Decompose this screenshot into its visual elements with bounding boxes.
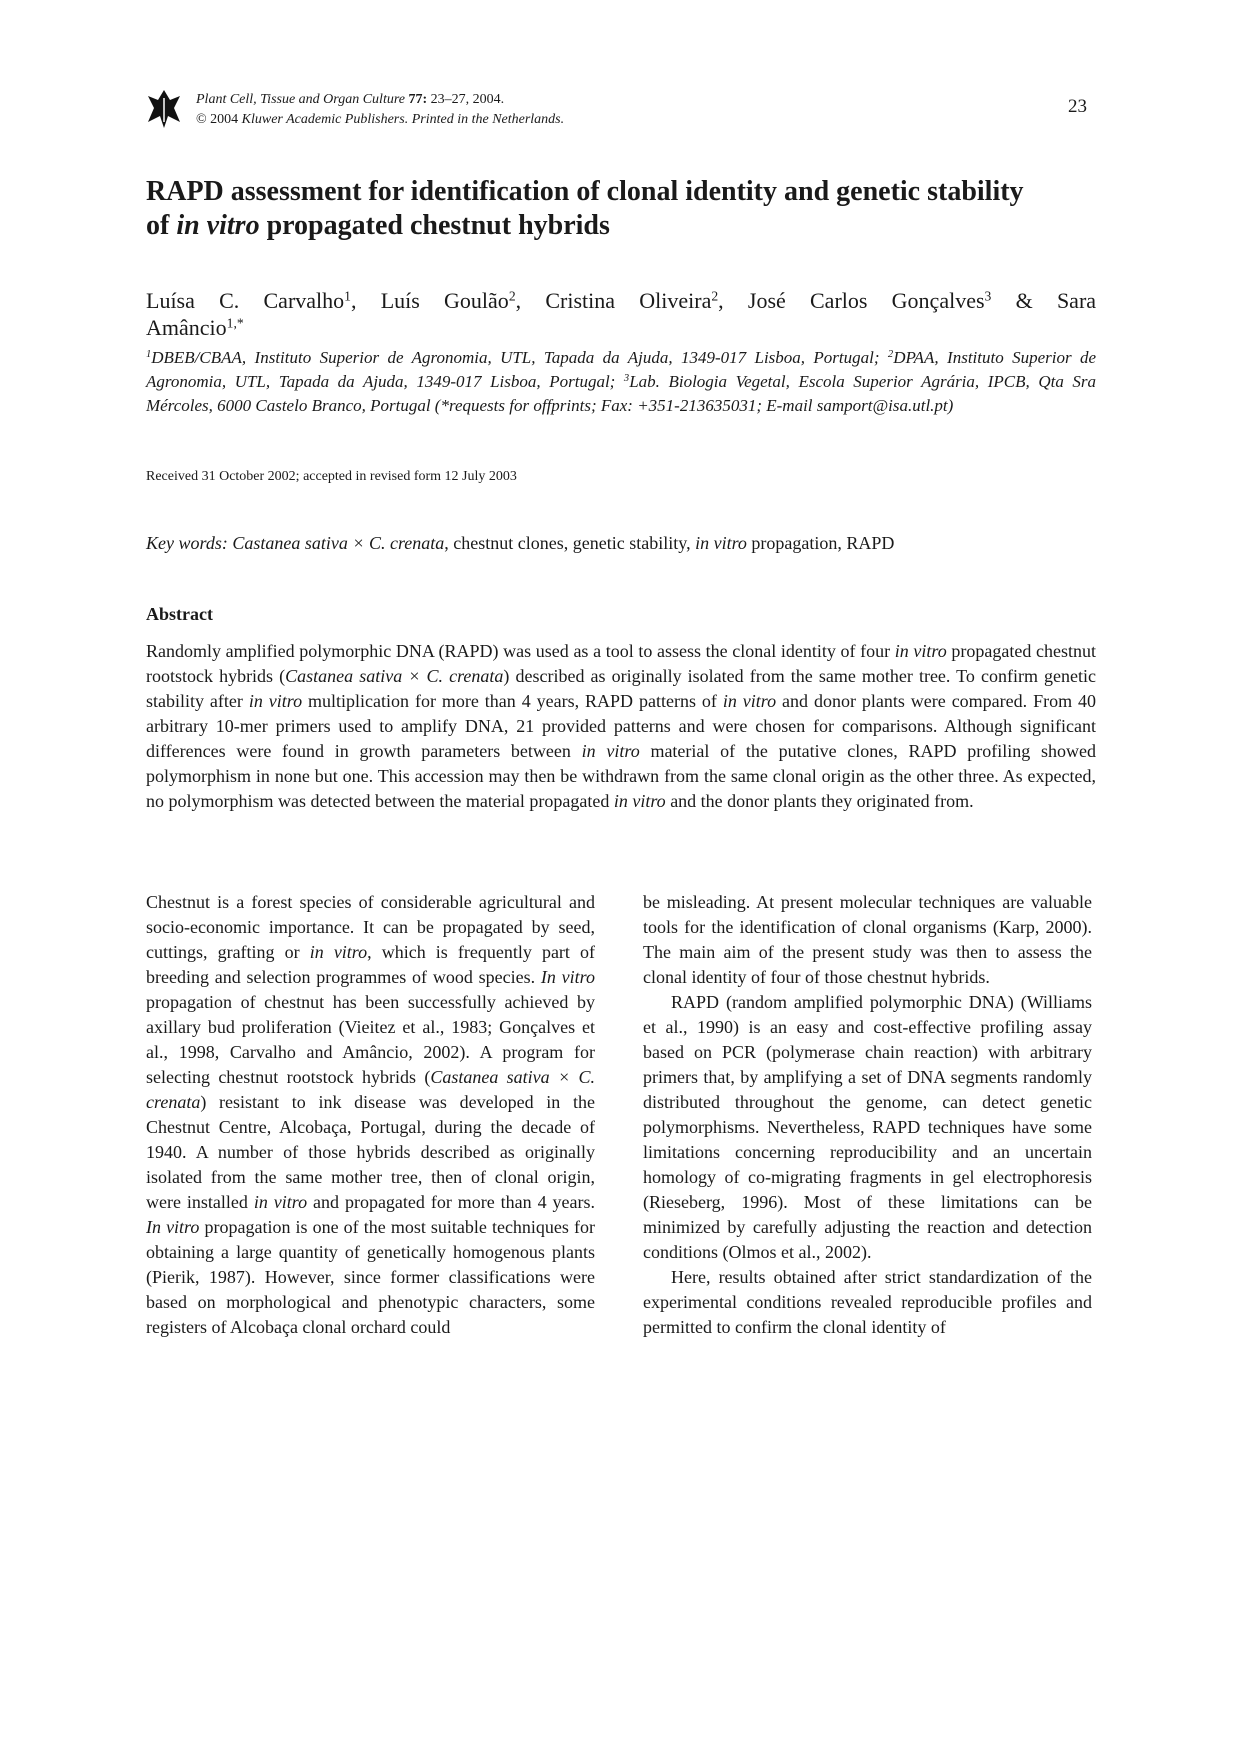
author-sup: 1,* <box>226 315 244 331</box>
author-first-name-last: Sara <box>1056 288 1097 313</box>
author-sup: 2 <box>711 288 719 304</box>
abstract-text: Randomly amplified polymorphic DNA (RAPD) was used as a tool to assess the clonal identity of four <box>146 641 891 661</box>
body-italic: Castanea sativa × C. crenata <box>146 1067 595 1112</box>
body-text: propagation of chestnut has been successfully achieved by axillary bud proliferation (Vieitez et al., 1983; Gonçalves et al., 1998, Carvalho and Amâncio, 2002). A program for selecting chestnut rootstock hybrids ( <box>146 992 595 1087</box>
abstract-text: ) described as originally isolated from the same mother tree. To confirm genetic stability after <box>146 666 1097 711</box>
journal-citation <box>196 90 564 130</box>
printed-in: Printed in the Netherlands. <box>411 112 565 127</box>
affiliation-1: DBEB/CBAA, Instituto Superior de Agronomia, UTL, Tapada da Ajuda, 1349-017 Lisboa, Portugal; <box>151 348 880 367</box>
abstract-italic: in vitro <box>722 691 777 711</box>
paragraph <box>146 890 595 1340</box>
body-italic: In vitro <box>146 1217 200 1237</box>
copyright-line <box>196 110 564 130</box>
abstract-text: and the donor plants they originated from. <box>670 791 974 811</box>
affiliation-3: Lab. Biologia Vegetal, Escola Superior Agrária, IPCB, Qta Sra Mércoles, 6000 Castelo Branco, Portugal (*requests for offprints; Fax: +351-213635031; E-mail samport@isa.utl.pt) <box>146 372 1097 415</box>
body-text: , which is frequently part of breeding and selection programmes of wood species. <box>146 942 595 987</box>
paragraph: Here, results obtained after strict standardization of the experimental conditions revealed reproducible profiles and permitted to confirm the clonal identity of <box>643 1267 1092 1337</box>
abstract-italic: Castanea sativa × C. crenata <box>285 666 504 686</box>
abstract-text: and donor plants were compared. From 40 arbitrary 10-mer primers used to amplify DNA, 21 provided patterns and were chosen for comparisons. Although significant differences were found in growth parameters between <box>146 691 1097 761</box>
title-line-2-post: propagated chestnut hybrids <box>266 210 610 241</box>
affil-sup: 3 <box>623 373 630 385</box>
abstract-italic: in vitro <box>248 691 303 711</box>
abstract-italic: in vitro <box>613 791 666 811</box>
publisher: Kluwer Academic Publishers. <box>241 112 409 127</box>
abstract-text: material of the putative clones, RAPD profiling showed polymorphism in none but one. This accession may then be withdrawn from the same clonal origin as the other three. As expected, no polymorphism was detected between the material propagated <box>146 741 1096 811</box>
title-line-1: RAPD assessment for identification of clonal identity and genetic stability <box>146 176 1024 207</box>
affil-sup: 1 <box>146 349 152 361</box>
author-conjunction: & <box>1015 288 1033 313</box>
author-name: José Carlos Gonçalves <box>747 288 985 313</box>
author-list-continued <box>146 315 244 341</box>
body-text: Chestnut is a forest species of considerable agricultural and socio-economic importance. It can be propagated by seed, cuttings, grafting or <box>146 892 595 962</box>
body-italic: in vitro <box>309 942 368 962</box>
body-text: and propagated for more than 4 years. <box>313 1192 595 1212</box>
paper-title <box>146 175 1096 243</box>
author-sup: 3 <box>984 288 992 304</box>
affiliations <box>146 346 1096 418</box>
abstract-text: multiplication for more than 4 years, RAPD patterns of <box>308 691 717 711</box>
keywords-species: Castanea sativa × C. crenata <box>232 533 445 553</box>
journal-name: Plant Cell, Tissue and Organ Culture <box>196 92 405 107</box>
author-name: Luís Goulão <box>380 288 509 313</box>
page-number: 23 <box>1068 96 1087 117</box>
author-name: Cristina Oliveira <box>545 288 712 313</box>
abstract-italic: in vitro <box>581 741 640 761</box>
body-text: propagation is one of the most suitable techniques for obtaining a large quantity of genetically homogenous plants (Pierik, 1987). However, since former classifications were based on morphological and phenotypic characters, some registers of Alcobaça clonal orchard could <box>146 1217 595 1337</box>
publisher-logo-icon <box>146 88 182 130</box>
affil-sup: 2 <box>887 349 894 361</box>
body-column-right <box>643 890 1092 1340</box>
journal-line <box>196 90 564 110</box>
copyright-symbol: © <box>196 112 207 127</box>
body-italic: In vitro <box>540 967 596 987</box>
title-line-2-pre: of <box>146 210 170 241</box>
keywords <box>146 533 1096 554</box>
body-text: ) resistant to ink disease was developed in the Chestnut Centre, Alcobaça, Portugal, during the decade of 1940. A number of those hybrids described as originally isolated from the same mother tree, then of clonal origin, were installed <box>146 1092 595 1212</box>
body-column-left <box>146 890 595 1340</box>
abstract-italic: in vitro <box>894 641 947 661</box>
journal-volume: 77: <box>408 92 428 107</box>
abstract-text: propagated chestnut rootstock hybrids ( <box>146 641 1096 686</box>
paragraph: RAPD (random amplified polymorphic DNA) (Williams et al., 1990) is an easy and cost-effective profiling assay based on PCR (polymerase chain reaction) with arbitrary primers that, by amplifying a set of DNA segments randomly distributed throughout the genome, can detect genetic polymorphisms. Nevertheless, RAPD techniques have some limitations concerning reproducibility and an uncertain homology of co-migrating fragments in gel electrophoresis (Rieseberg, 1996). Most of these limitations can be minimized by carefully adjusting the reaction and detection conditions (Olmos et al., 2002). <box>643 992 1092 1262</box>
journal-pages: 23–27, 2004. <box>430 92 505 107</box>
keywords-text-end: propagation, RAPD <box>751 533 895 553</box>
keywords-text: , chestnut clones, genetic stability, <box>444 533 691 553</box>
received-dates: Received 31 October 2002; accepted in revised form 12 July 2003 <box>146 469 517 484</box>
keywords-italic: in vitro <box>695 533 747 553</box>
keywords-label: Key words: <box>146 533 228 553</box>
abstract-heading: Abstract <box>146 604 213 624</box>
author-name: Luísa C. Carvalho <box>146 288 345 313</box>
author-sup: 1 <box>344 288 351 304</box>
author-sup: 2 <box>508 288 516 304</box>
body-italic: in vitro <box>253 1192 308 1212</box>
author-list: Luísa C. Carvalho$^1$, Luís Goulão$^2$, Cristina Oliveira$^2$, José Carlos Gonçalves$^3$ & Sara <box>146 288 1097 313</box>
abstract-body <box>146 639 1096 814</box>
author-surname-last: Amâncio <box>146 315 227 340</box>
copyright-year: 2004 <box>210 112 239 127</box>
paragraph: be misleading. At present molecular techniques are valuable tools for the identification of clonal organisms (Karp, 2000). The main aim of the present study was then to assess the clonal identity of four of those chestnut hybrids. <box>643 892 1092 987</box>
affiliation-2: DPAA, Instituto Superior de Agronomia, UTL, Tapada da Ajuda, 1349-017 Lisboa, Portugal; <box>146 348 1097 391</box>
title-italic: in vitro <box>176 210 260 241</box>
